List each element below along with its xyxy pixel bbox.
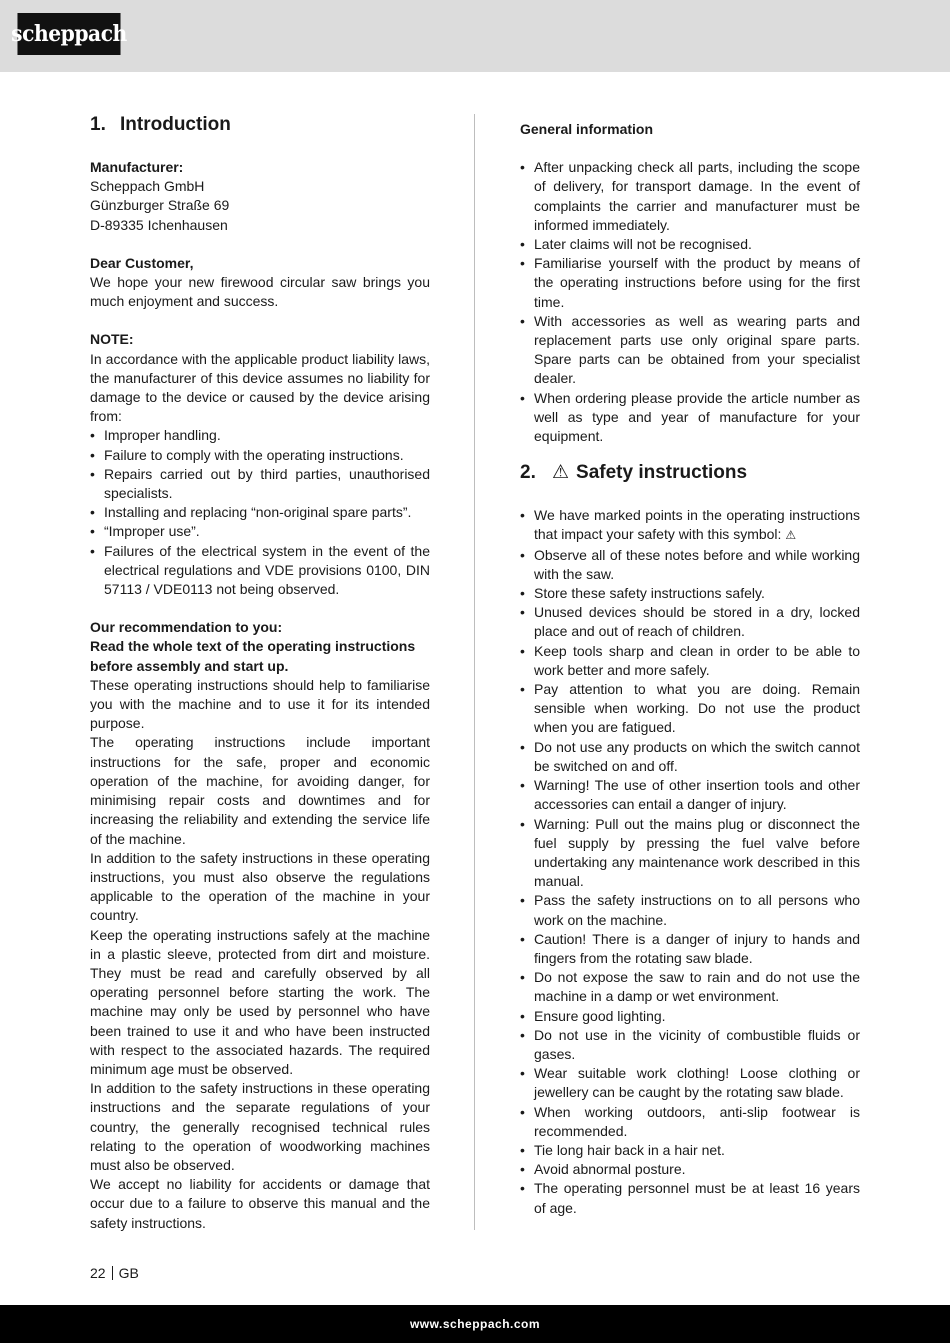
- list-item: • Observe all of these notes before and while working with the saw.: [520, 546, 860, 584]
- list-item: • Wear suitable work clothing! Loose clothing or jewellery can be caught by the rotating saw blade.: [520, 1064, 860, 1102]
- left-column: [90, 112, 430, 1233]
- safety-instructions-heading: [520, 460, 860, 486]
- section-number: 1.: [90, 114, 106, 135]
- list-item: • Warning! The use of other insertion tools and other accessories can entail a danger of injury.: [520, 776, 860, 814]
- list-item: • Repairs carried out by third parties, unauthorised specialists.: [90, 465, 430, 503]
- paragraph: The operating instructions include important instructions for the safe, proper and economic operation of the machine, for avoiding danger, for minimising repair costs and downtimes and for increasing the reliability and extending the service life of the machine.: [90, 734, 430, 847]
- list-item: • Caution! There is a danger of injury to hands and fingers from the rotating saw blade.: [520, 930, 860, 968]
- section-title: Introduction: [120, 114, 231, 135]
- list-item: [520, 506, 860, 545]
- introduction-heading: [90, 112, 430, 138]
- section-title: Safety instructions: [576, 462, 748, 484]
- footer-band: [0, 1305, 950, 1343]
- note-label: NOTE:: [90, 331, 134, 348]
- paragraph: We accept no liability for accidents or damage that occur due to a failure to observe this manual and the safety instructions.: [90, 1176, 430, 1231]
- warning-triangle-icon: ⚠: [785, 528, 797, 543]
- list-item: • Do not expose the saw to rain and do not use the machine in a damp or wet environment.: [520, 968, 860, 1006]
- list-item: • Store these safety instructions safely.: [520, 584, 860, 603]
- website-link[interactable]: www.scheppach.com: [409, 1317, 541, 1331]
- list-item: • Installing and replacing “non-original spare parts”.: [90, 503, 430, 522]
- recommendation-label: Our recommendation to you:: [90, 619, 283, 636]
- manufacturer-line: Günzburger Straße 69: [90, 197, 230, 214]
- list-item: • Ensure good lighting.: [520, 1007, 860, 1026]
- list-item: • The operating personnel must be at least 16 years of age.: [520, 1179, 860, 1217]
- list-item: • When ordering please provide the article number as well as type and year of manufacture for your equipment.: [520, 389, 860, 447]
- page-number-value: 22: [90, 1265, 106, 1281]
- list-item: • Unused devices should be stored in a dry, locked place and out of reach of children.: [520, 603, 860, 641]
- list-item: • Pay attention to what you are doing. Remain sensible when working. Do not use the product when you are fatigued.: [520, 680, 860, 738]
- paragraph: In addition to the safety instructions in these operating instructions and the separate regulations of your country, the generally recognised technical rules relating to the operation of woodworking machines must also be observed.: [90, 1080, 430, 1173]
- dear-customer-label: Dear Customer,: [90, 254, 194, 271]
- list-item: • After unpacking check all parts, including the scope of delivery, for transport damage. In the event of complaints the carrier and manufacturer must be informed immediately.: [520, 158, 860, 235]
- list-item: • Avoid abnormal posture.: [520, 1160, 860, 1179]
- list-item: • Pass the safety instructions on to all persons who work on the machine.: [520, 891, 860, 929]
- list-item: • Do not use any products on which the switch cannot be switched on and off.: [520, 738, 860, 776]
- list-item: • Warning: Pull out the mains plug or disconnect the fuel supply by pressing the fuel valve before undertaking any maintenance work described in this manual.: [520, 815, 860, 892]
- note-text: In accordance with the applicable product liability laws, the manufacturer of this device assumes no liability for damage to the device or caused by the device arising from:: [90, 350, 430, 425]
- header-band: [0, 0, 950, 72]
- general-information-label: General information: [520, 121, 654, 137]
- list-item: • With accessories as well as wearing parts and replacement parts use only original spare parts. Spare parts can be obtained from your specialist dealer.: [520, 312, 860, 389]
- manufacturer-line: D-89335 Ichenhausen: [90, 216, 228, 233]
- page-number: [90, 1264, 139, 1282]
- general-information-list: [520, 158, 860, 446]
- scheppach-logo: scheppach: [17, 13, 120, 55]
- paragraph: These operating instructions should help to familiarise you with the machine and to use it for its intended purpose.: [90, 676, 430, 732]
- list-item-text: We have marked points in the operating instructions that impact your safety with this symbol:: [534, 507, 860, 543]
- list-item: • Improper handling.: [90, 426, 430, 445]
- page-number-separator: [112, 1266, 113, 1280]
- list-item: • Failures of the electrical system in the event of the electrical regulations and VDE provisions 0100, DIN 57113 / VDE0113 not being observed.: [90, 542, 430, 600]
- list-item: • When working outdoors, anti-slip footwear is recommended.: [520, 1103, 860, 1141]
- list-item: • Keep tools sharp and clean in order to be able to work better and more safely.: [520, 642, 860, 680]
- section-number: 2.: [520, 462, 536, 484]
- manufacturer-label: Manufacturer:: [90, 159, 184, 175]
- right-column: [520, 112, 860, 1218]
- column-divider: [474, 114, 475, 1230]
- safety-instructions-list: [520, 506, 860, 1218]
- list-item: • Failure to comply with the operating instructions.: [90, 446, 430, 465]
- language-code: GB: [118, 1265, 139, 1281]
- dear-customer-text: We hope your new firewood circular saw brings you much enjoyment and success.: [90, 274, 430, 310]
- list-item: • Familiarise yourself with the product by means of the operating instructions before using for the first time.: [520, 254, 860, 312]
- list-item: • Tie long hair back in a hair net.: [520, 1141, 860, 1160]
- list-item: • Do not use in the vicinity of combustible fluids or gases.: [520, 1026, 860, 1064]
- warning-triangle-icon: ⚠: [552, 462, 570, 484]
- note-list: [90, 426, 430, 599]
- list-item: • “Improper use”.: [90, 522, 430, 541]
- paragraph: In addition to the safety instructions in these operating instructions, you must also observe the regulations applicable to the operation of the machine in your country.: [90, 849, 430, 924]
- paragraph: Keep the operating instructions safely at the machine in a plastic sleeve, protected from dirt and moisture. They must be read and carefully observed by all operating personnel before starting the work. The machine may only be used by personnel who have been trained to use it and who have been instructed with respect to the associated hazards. The required minimum age must be observed.: [90, 926, 430, 1077]
- manufacturer-line: Scheppach GmbH: [90, 178, 205, 195]
- recommendation-emphasis: Read the whole text of the operating instructions before assembly and start up.: [90, 638, 416, 674]
- list-item: • Later claims will not be recognised.: [520, 235, 860, 254]
